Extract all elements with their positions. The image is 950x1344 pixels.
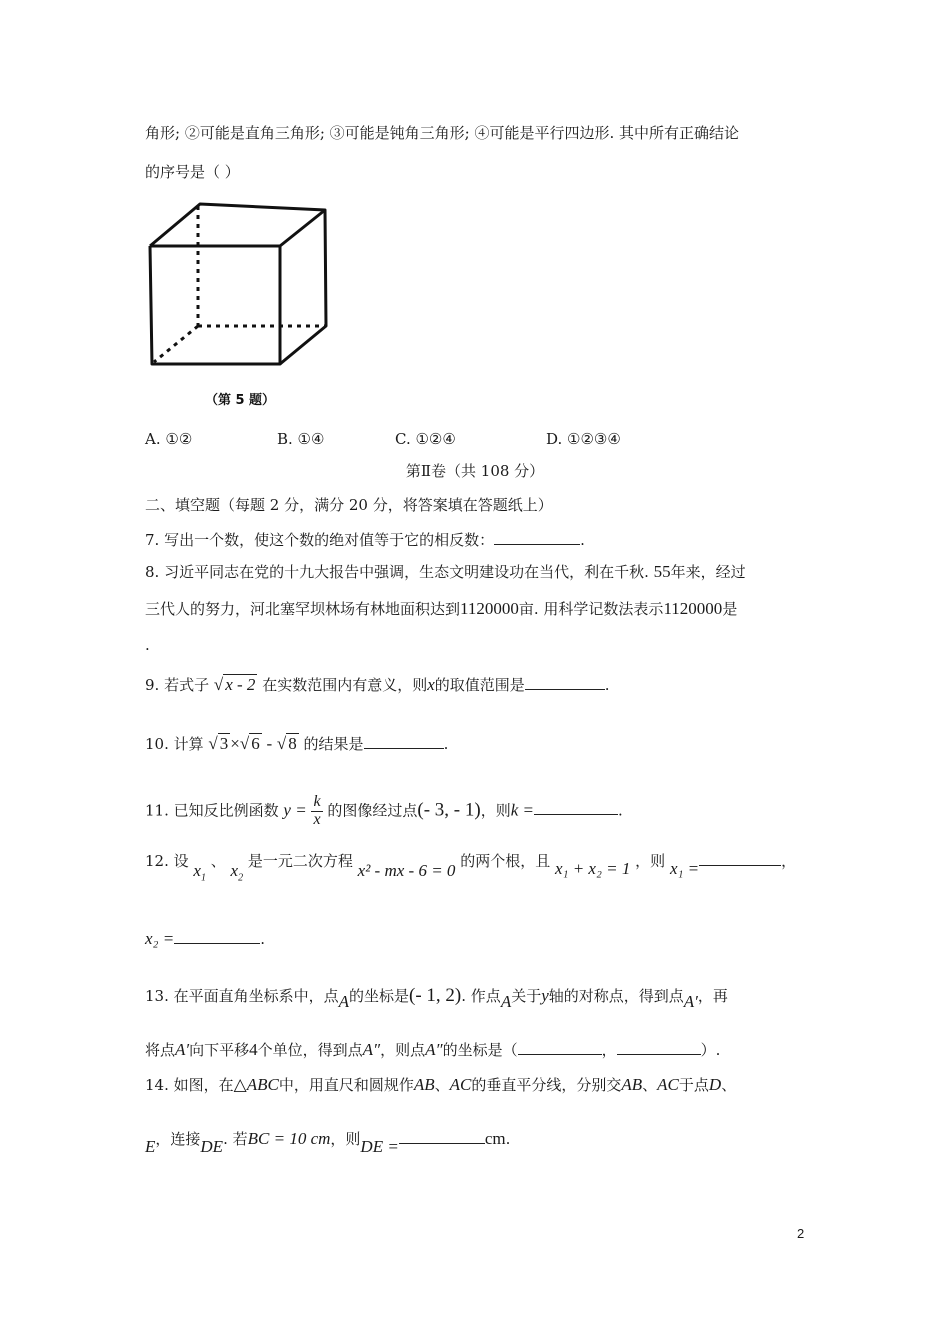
q6-line2: 的序号是（ ） — [145, 163, 240, 181]
cube-front-face — [150, 246, 280, 364]
q8-line1: 8. 习近平同志在党的十九大报告中强调，生态文明建设功在当代，利在千秋. 55年来，经过 — [145, 562, 746, 581]
page-number: 2 — [797, 1226, 805, 1241]
q9: 9. 若式子 √ x - 2 在实数范围内有意义，则x的取值范围是 . — [145, 675, 610, 694]
q11-fraction: $\frac{k}{x}$ — [313, 793, 321, 828]
q8-line3: . — [145, 636, 150, 654]
q14-line1: 14. 如图，在△ABC中，用直尺和圆规作AB、AC的垂直平分线，分别交AB、AC于点D、 — [145, 1075, 737, 1094]
q14-line2: E，连接DE. 若BC = 10 cm，则DE = cm. — [145, 1129, 511, 1156]
q7: 7. 写出一个数，使这个数的绝对值等于它的相反数： . — [145, 531, 585, 549]
q9-sqrt: √ x - 2 — [213, 675, 256, 694]
option-c: C. ①②④ — [395, 430, 456, 448]
cube-right-face — [280, 210, 326, 364]
part2-heading: 二、填空题（每题 2 分，满分 20 分，将答案填在答题纸上） — [145, 496, 553, 514]
volume-title: 第Ⅱ卷（共 108 分） — [405, 462, 545, 480]
q12-line2: x₂ = . — [145, 929, 265, 948]
q6-line1: 角形; ②可能是直角三角形; ③可能是钝角三角形; ④可能是平行四边形. 其中所有正确结论 — [145, 124, 740, 142]
q10: 10. 计算 √ 3 ×√ 6 - √ 8 的结果是 . — [145, 734, 449, 753]
q13-line1: 13. 在平面直角坐标系中，点A的坐标是(- 1, 2). 作点A关于y轴的对称点，得到点A′，再 — [145, 985, 728, 1011]
cube-top-face — [150, 204, 325, 246]
figure-caption: （第 5 题） — [204, 393, 276, 408]
option-a: A. ①② — [145, 430, 193, 448]
q8-line2: 三代人的努力，河北塞罕坝林场有林地面积达到1120000亩. 用科学记数法表示1120000是 — [145, 599, 738, 618]
option-d: D. ①②③④ — [546, 430, 621, 448]
q12-line1: 12. 设 $x_1$ 、 $x_2$ 是一元二次方程 x² - mx - 6 = 0 的两个根，且 x₁ + x₂ = 1 ，则 x₁ = ， — [145, 852, 797, 884]
option-b: B. ①④ — [277, 430, 325, 448]
q13-line2: 将点A′向下平移4个单位，得到点A″，则点A″的坐标是（ ， ）. — [145, 1040, 721, 1059]
cube-figure — [140, 196, 340, 416]
q11: 11. 已知反比例函数 y = $\frac{k}{x}$ 的图像经过点(- 3, - 1)，则k = . — [145, 793, 623, 828]
cube-hidden-diagonal — [154, 326, 198, 362]
